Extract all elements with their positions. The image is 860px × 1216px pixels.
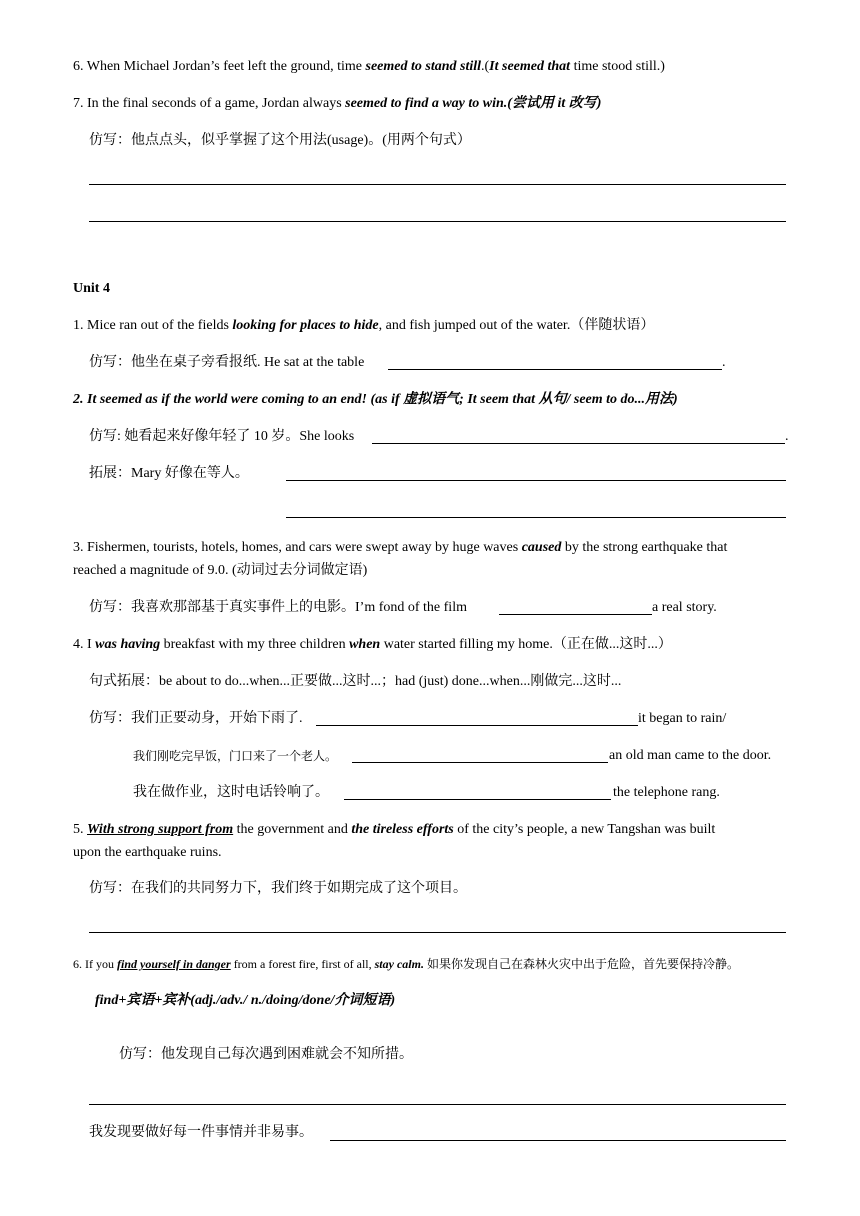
- imitation-4-c: 我在做作业，这时电话铃响了。: [133, 785, 329, 800]
- imitation-3: 仿写：我喜欢那部基于真实事件上的电影。I’m fond of the film: [89, 600, 467, 615]
- answer-line[interactable]: [286, 517, 786, 518]
- sentence-7: 7. In the final seconds of a game, Jordan always seemed to find a way to win.(尝试用 it 改写): [73, 96, 602, 111]
- imitation-4-c-end: the telephone rang.: [613, 785, 720, 800]
- answer-line[interactable]: [388, 369, 722, 370]
- unit4-item-4: 4. I was having breakfast with my three children when water started filling my home.（正在做...这时...）: [73, 637, 672, 652]
- imitation-7: 仿写：他点点头，似乎掌握了这个用法(usage)。(用两个句式）: [89, 133, 471, 148]
- sentence-6: 6. When Michael Jordan’s feet left the ground, time seemed to stand still.(It seemed that time stood still.): [73, 59, 665, 74]
- unit4-item-5: 5. With strong support from the government and the tireless efforts of the city’s people, a new Tangshan was built: [73, 822, 716, 837]
- period: .: [785, 429, 789, 444]
- imitation-6-b: 我发现要做好每一件事情并非易事。: [89, 1125, 313, 1140]
- answer-line[interactable]: [330, 1140, 786, 1141]
- unit4-item-1: 1. Mice ran out of the fields looking for places to hide, and fish jumped out of the water.（伴随状语）: [73, 318, 655, 333]
- answer-line[interactable]: [372, 443, 785, 444]
- unit4-item-2: 2. It seemed as if the world were coming to an end! (as if 虚拟语气; It seem that 从句/ seem to do...用法): [73, 392, 678, 407]
- imitation-3-end: a real story.: [652, 600, 717, 615]
- imitation-2: 仿写: 她看起来好像年轻了 10 岁。She looks: [89, 429, 355, 444]
- unit4-item-5-cont: upon the earthquake ruins.: [73, 845, 222, 860]
- answer-line[interactable]: [316, 725, 638, 726]
- answer-line[interactable]: [89, 221, 786, 222]
- answer-line[interactable]: [499, 614, 652, 615]
- pattern-6: find+宾语+宾补(adj./adv./ n./doing/done/介词短语): [95, 993, 396, 1008]
- imitation-4-b-end: an old man came to the door.: [609, 748, 772, 763]
- answer-line[interactable]: [89, 932, 786, 933]
- imitation-4-b: 我们刚吃完早饭，门口来了一个老人。: [133, 749, 338, 763]
- answer-line[interactable]: [89, 184, 786, 185]
- answer-line[interactable]: [352, 762, 608, 763]
- unit4-item-3: 3. Fishermen, tourists, hotels, homes, and cars were swept away by huge waves caused by the strong earthquake that: [73, 540, 728, 555]
- extension-4: 句式拓展：be about to do...when...正要做...这时...；had (just) done...when...刚做完...这时...: [89, 674, 622, 689]
- answer-line[interactable]: [344, 799, 611, 800]
- extension-2: 拓展：Mary 好像在等人。: [89, 466, 249, 481]
- answer-line[interactable]: [89, 1104, 786, 1105]
- unit4-item-6: 6. If you find yourself in danger from a forest fire, first of all, stay calm. 如果你发现自己在森林火灾中出于危险，首先要保持冷静。: [73, 957, 739, 971]
- imitation-6-a: 仿写：他发现自己每次遇到困难就会不知所措。: [119, 1047, 413, 1062]
- unit4-item-3-cont: reached a magnitude of 9.0. (动词过去分词做定语): [73, 563, 368, 578]
- answer-line[interactable]: [286, 480, 786, 481]
- imitation-1: 仿写：他坐在桌子旁看报纸. He sat at the table: [89, 355, 365, 370]
- imitation-5: 仿写：在我们的共同努力下，我们终于如期完成了这个项目。: [89, 881, 467, 896]
- unit-heading: Unit 4: [73, 281, 110, 296]
- period: .: [722, 355, 726, 370]
- imitation-4-a-end: it began to rain/: [638, 711, 727, 726]
- imitation-4-a: 仿写：我们正要动身，开始下雨了.: [89, 711, 303, 726]
